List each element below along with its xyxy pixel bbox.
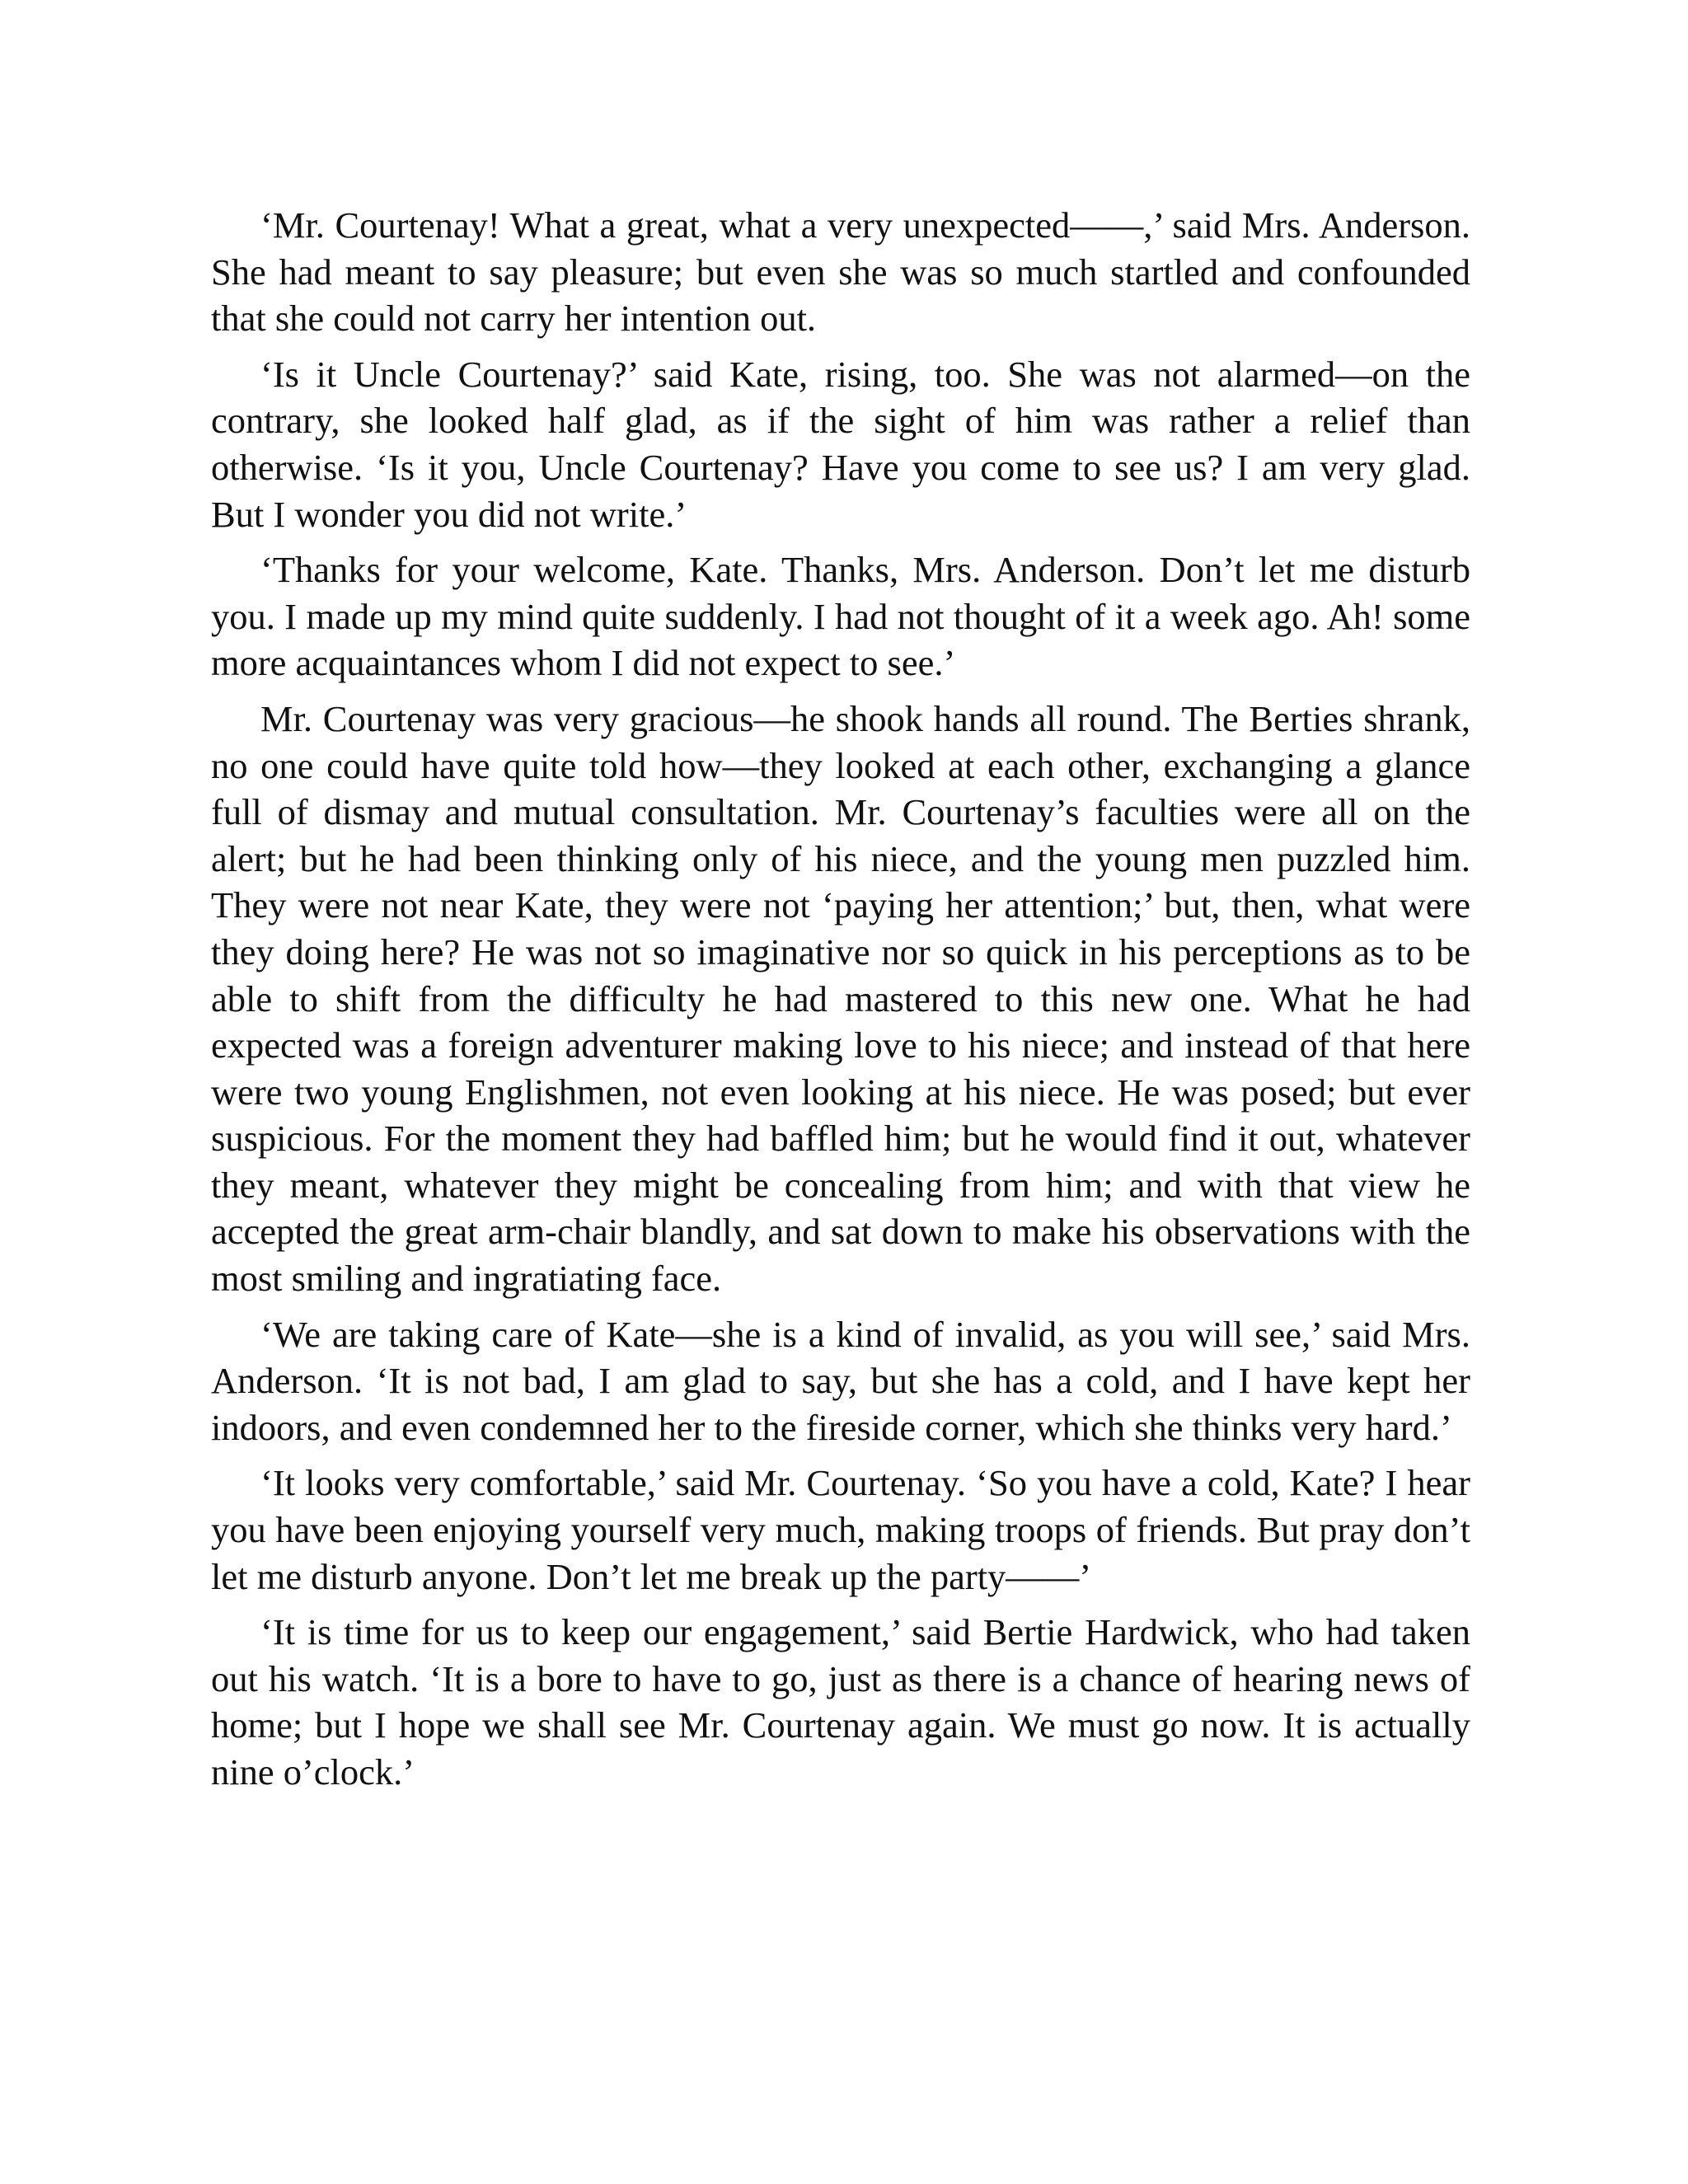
paragraph: ‘It is time for us to keep our engagement,’ said Bertie Hardwick, who had taken out his watch. ‘It is a bore to have to go, just as there is a chance of hearing news of home; but I hope we shall see Mr. Courtenay again. We must go now. It is actually nine o’clock.’ [211,1611,1470,1793]
paragraph: ‘Thanks for your welcome, Kate. Thanks, Mrs. Anderson. Don’t let me disturb you. I made up my mind quite suddenly. I had not thought of it a week ago. Ah! some more acquaintances whom I did not expect to see.’ [211,549,1470,684]
paragraph: ‘It looks very comfortable,’ said Mr. Courtenay. ‘So you have a cold, Kate? I hear you have been enjoying yourself very much, making troops of friends. But pray don’t let me disturb anyone. Don’t let me break up the party——’ [211,1462,1470,1597]
paragraph: ‘Is it Uncle Courtenay?’ said Kate, rising, too. She was not alarmed—on the contrary, she looked half glad, as if the sight of him was rather a relief than otherwise. ‘Is it you, Uncle Courtenay? Have you come to see us? I am very glad. But I wonder you did not write.’ [211,353,1470,535]
page-text [211,202,1470,1805]
paragraph: ‘Mr. Courtenay! What a great, what a very unexpected——,’ said Mrs. Anderson. She had meant to say pleasure; but even she was so much startled and confounded that she could not carry her intention out. [211,204,1470,340]
paragraph: ‘We are taking care of Kate—she is a kind of invalid, as you will see,’ said Mrs. Anderson. ‘It is not bad, I am glad to say, but she has a cold, and I have kept her indoors, and even condemned her to the fireside corner, which she thinks very hard.’ [211,1313,1470,1448]
paragraph: Mr. Courtenay was very gracious—he shook hands all round. The Berties shrank, no one could have quite told how—they looked at each other, exchanging a glance full of dismay and mutual consultation. Mr. Courtenay’s faculties were all on the alert; but he had been thinking only of his niece, and the young men puzzled him. They were not near Kate, they were not ‘paying her attention;’ but, then, what were they doing here? He was not so imaginative nor so quick in his perceptions as to be able to shift from the difficulty he had mastered to this new one. What he had expected was a foreign adventurer making love to his niece; and instead of that here were two young Englishmen, not even looking at his niece. He was posed; but ever suspicious. For the moment they had baffled him; but he would find it out, whatever they meant, whatever they might be concealing from him; and with that view he accepted the great arm-chair blandly, and sat down to make his observations with the most smiling and ingratiating face. [211,697,1470,1300]
